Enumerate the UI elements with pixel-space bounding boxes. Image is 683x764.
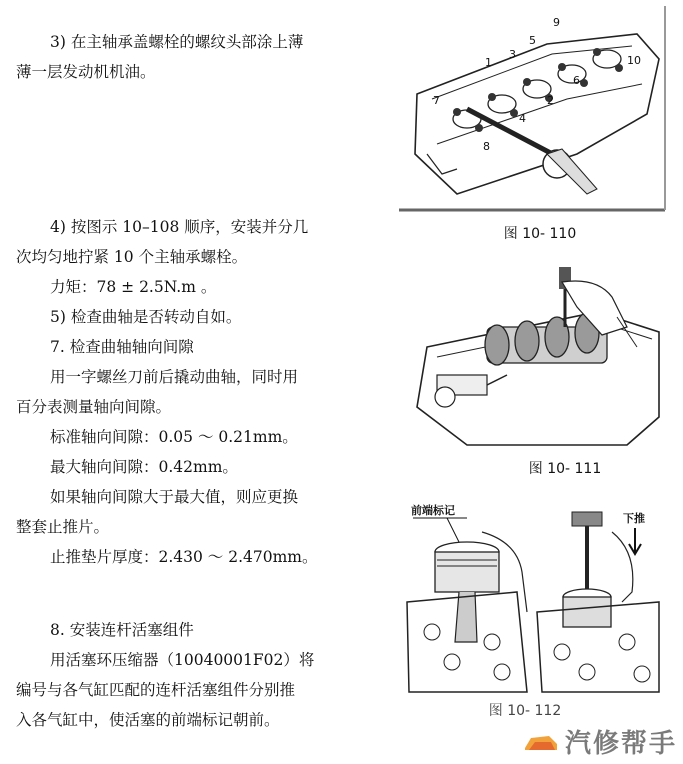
replace-note-line2: 整套止推片。: [16, 518, 110, 536]
engine-block-bolt-sequence-illustration: [397, 4, 667, 212]
step7-heading: 7. 检查曲轴轴向间隙: [50, 338, 194, 356]
sequence-label-9: 9: [553, 16, 560, 29]
step4-line2: 次均匀地拧紧 10 个主轴承螺栓。: [16, 248, 248, 266]
max-clearance: 最大轴向间隙：0.42mm。: [50, 458, 238, 476]
sequence-label-2: 2: [547, 94, 554, 107]
step3-line1: 3) 在主轴承盖螺栓的螺纹头部涂上薄: [50, 33, 304, 51]
step8-heading: 8. 安装连杆活塞组件: [50, 621, 194, 639]
step8-line3: 入各气缸中，使活塞的前端标记朝前。: [16, 711, 280, 729]
standard-clearance: 标准轴向间隙：0.05 ～ 0.21mm。: [50, 428, 298, 446]
car-logo-icon: [521, 728, 561, 756]
step8-line1: 用活塞环压缩器（10040001F02）将: [50, 651, 315, 669]
figure-10-112-caption: 图 10- 112: [488, 703, 562, 719]
push-down-label: 下推: [623, 512, 645, 525]
step8-line2: 编号与各气缸匹配的连杆活塞组件分别推: [16, 681, 296, 699]
sequence-label-7: 7: [433, 94, 440, 107]
figure-10-111: [397, 257, 667, 447]
piston-installation-illustration: [397, 492, 667, 697]
figure-10-112: [397, 492, 667, 697]
crankshaft-endplay-measurement-illustration: [397, 257, 667, 447]
sequence-label-5: 5: [529, 34, 536, 47]
thrust-washer-thickness: 止推垫片厚度：2.430 ～ 2.470mm。: [50, 548, 318, 566]
watermark-text: 汽修帮手: [564, 729, 677, 759]
figure-10-111-caption: 图 10- 111: [528, 461, 602, 477]
sequence-label-8: 8: [483, 140, 490, 153]
step3-line2: 薄一层发动机机油。: [16, 63, 156, 81]
replace-note-line1: 如果轴向间隙大于最大值，则应更换: [50, 488, 299, 506]
sequence-label-6: 6: [573, 74, 580, 87]
front-mark-label: 前端标记: [411, 504, 455, 517]
sequence-label-1: 1: [485, 56, 492, 69]
sequence-label-4: 4: [519, 112, 526, 125]
step7-line1: 用一字螺丝刀前后撬动曲轴，同时用: [50, 368, 299, 386]
step3-paragraph: [16, 27, 346, 87]
step8-block: [16, 615, 346, 735]
figure-10-110: [397, 4, 667, 212]
step5-line: 5) 检查曲轴是否转动自如。: [50, 308, 242, 326]
sequence-label-10: 10: [627, 54, 641, 67]
torque-spec: 力矩：78 ± 2.5N.m 。: [50, 278, 217, 296]
figure-10-110-caption: 图 10- 110: [503, 226, 577, 242]
sequence-label-3: 3: [509, 48, 516, 61]
watermark-logo: [521, 723, 677, 760]
step4-block: [16, 212, 346, 572]
step7-line2: 百分表测量轴向间隙。: [16, 398, 172, 416]
step4-line1: 4) 按图示 10–108 顺序，安装并分几: [50, 218, 309, 236]
